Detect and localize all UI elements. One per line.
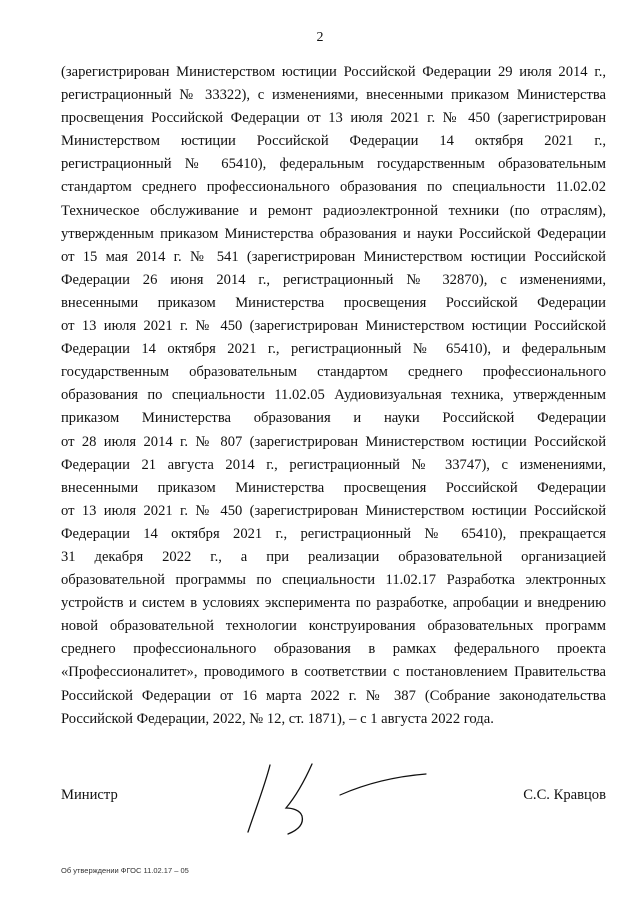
body-paragraph [61,61,606,731]
paragraph-line: Российской Федерации, 2022, № 12, ст. 1871), – с 1 августа 2022 года. [61,710,494,727]
paragraph-line: Российской Федерации от 16 марта 2022 г. № 387 (Собрание законодательства [61,687,606,704]
paragraph-line: образования по специальности 11.02.05 Аудиовизуальная техника, утвержденным [61,387,606,404]
footer-note: Об утверждении ФГОС 11.02.17 – 05 [61,866,189,875]
position-title: Министр [61,787,118,803]
paragraph-line: «Профессионалитет», проводимого в соответствии с постановлением Правительства [61,664,606,681]
paragraph-line: Федерации 14 октября 2021 г., регистрационный № 65410), прекращается [61,525,606,542]
paragraph-line: 31 декабря 2022 г., а при реализации образовательной организацией [61,548,606,565]
paragraph-line: (зарегистрирован Министерством юстиции Российской Федерации 29 июля 2014 г., [61,64,606,80]
paragraph-line: регистрационный № 33322), с изменениями, внесенными приказом Министерства [61,87,606,104]
paragraph-line: Министерством юстиции Российской Федерации 14 октября 2021 г., [61,133,606,150]
paragraph-line: регистрационный № 65410), федеральным государственным образовательным [61,156,606,173]
paragraph-line: внесенными приказом Министерства просвещения Российской Федерации [61,294,606,311]
paragraph-line: от 13 июля 2021 г. № 450 (зарегистрирован Министерством юстиции Российской [61,318,606,335]
paragraph-line: образовательной программы по специальности 11.02.17 Разработка электронных [61,572,606,589]
paragraph-line: утвержденным приказом Министерства образования и науки Российской Федерации [61,225,606,242]
paragraph-line: от 15 мая 2014 г. № 541 (зарегистрирован Министерством юстиции Российской [61,248,606,265]
signature-block [61,787,606,811]
paragraph-line: от 28 июля 2014 г. № 807 (зарегистрирован Министерством юстиции Российской [61,433,606,450]
paragraph-line: внесенными приказом Министерства просвещения Российской Федерации [61,479,606,496]
paragraph-line: новой образовательной технологии конструирования образовательных программ [61,618,606,635]
paragraph-line: стандартом среднего профессионального образования по специальности 11.02.02 [61,179,606,196]
paragraph-line: государственным образовательным стандартом среднего профессионального [61,364,606,381]
paragraph-line: устройств и систем в условиях эксперимента по разработке, апробации и внедрению [61,595,606,612]
paragraph-line: просвещения Российской Федерации от 13 июля 2021 г. № 450 (зарегистрирован [61,110,606,127]
page-number: 2 [316,30,324,45]
paragraph-line: Техническое обслуживание и ремонт радиоэлектронной техники (по отраслям), [61,202,606,219]
paragraph-line: Федерации 26 июня 2014 г., регистрационный № 32870), с изменениями, [61,271,606,288]
paragraph-line: среднего профессионального образования в рамках федерального проекта [61,641,606,658]
paragraph-line: Федерации 21 августа 2014 г., регистрационный № 33747), с изменениями, [61,456,606,473]
paragraph-line: Федерации 14 октября 2021 г., регистрационный № 65410), и федеральным [61,341,606,358]
paragraph-line: приказом Министерства образования и науки Российской Федерации [61,410,606,427]
signer-name: С.С. Кравцов [523,787,606,803]
paragraph-line: от 13 июля 2021 г. № 450 (зарегистрирован Министерством юстиции Российской [61,502,606,519]
